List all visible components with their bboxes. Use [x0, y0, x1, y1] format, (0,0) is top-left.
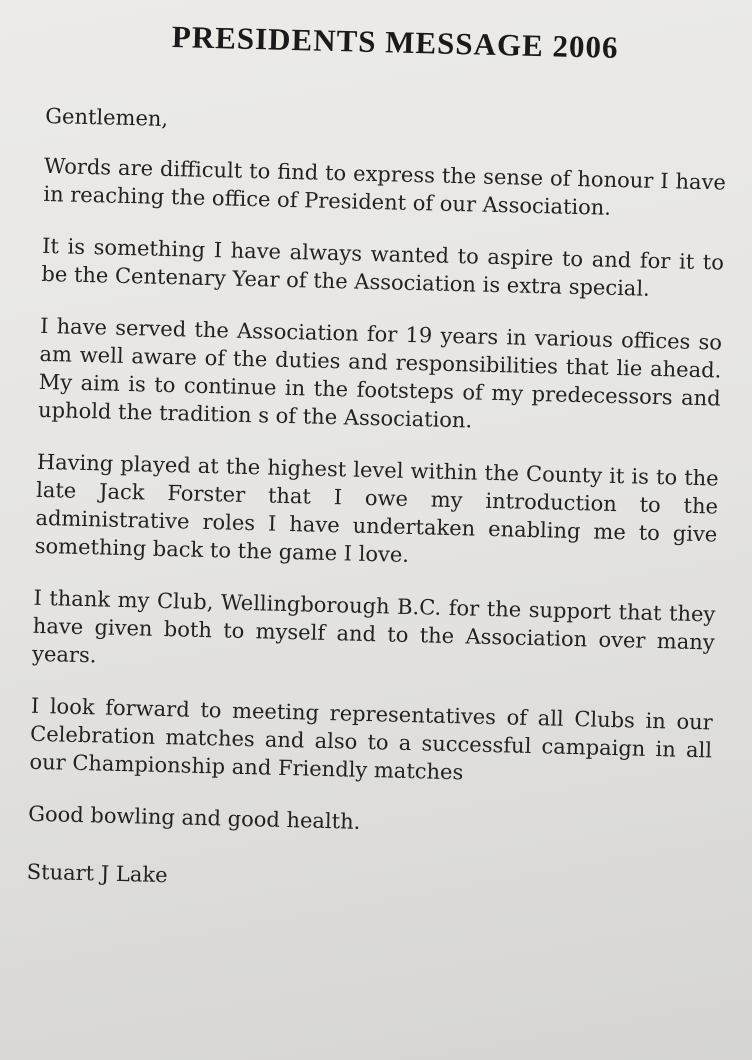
paragraph-3: I have served the Association for 19 years in various offices so am well aware of the duties and responsibilities that lie ahead. My aim is to continue in the footsteps of my predecessors and uphold the tradition s of the Association.: [37, 313, 723, 433]
paragraph-1: Words are difficult to find to express the sense of honour I have in reaching the office of President of our Association.: [43, 153, 727, 220]
paragraph-5: I thank my Club, Wellingborough B.C. for the support that they have given both to myself and to the Association over many years.: [31, 585, 716, 668]
page-title: PRESIDENTS MESSAGE 2006: [171, 19, 619, 65]
closing-line: Good bowling and good health.: [27, 801, 361, 834]
signature: Stuart J Lake: [26, 859, 168, 888]
paragraph-6: I look forward to meeting representatives of all Clubs in our Celebration matches and also to a successful campaign in all our Championship and Friendly matches: [29, 693, 713, 785]
letter-sheet: [0, 1, 752, 1049]
paragraph-2: It is something I have always wanted to aspire to and for it to be the Centenary Year of the Association is extra special.: [41, 233, 725, 301]
letter-body: [26, 102, 727, 902]
paragraph-4: Having played at the highest level within the County it is to the late Jack Forster that I owe my introduction to the administrative roles I have undertaken enabling me to give something back to the game I love.: [34, 449, 719, 567]
salutation: Gentlemen,: [45, 103, 169, 131]
